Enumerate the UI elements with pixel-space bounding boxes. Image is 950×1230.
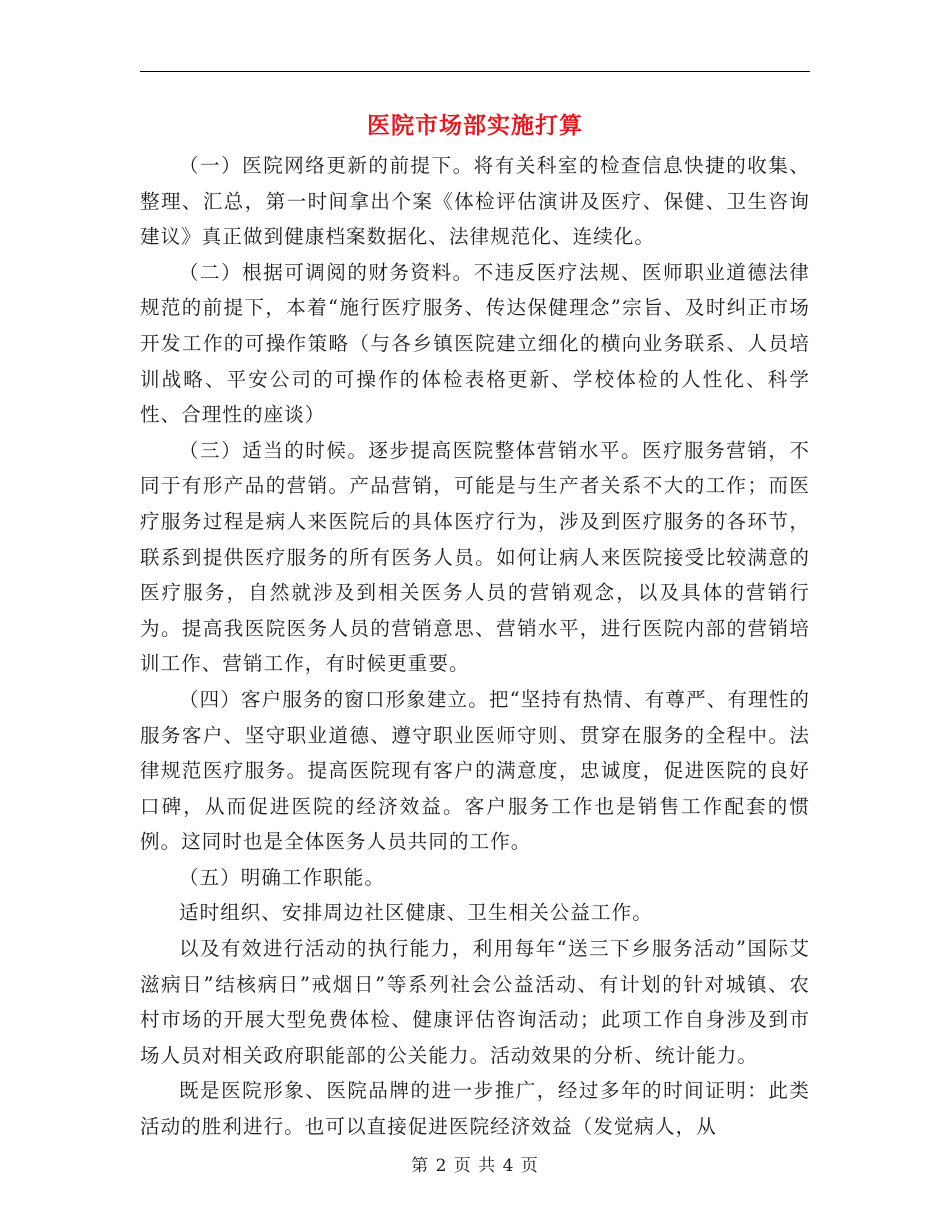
header-rule xyxy=(140,71,810,72)
paragraph-4: （四）客户服务的窗口形象建立。把“坚持有热情、有尊严、有理性的服务客户、坚守职业道德、遵守职业医师守则、贯穿在服务的全程中。法律规范医疗服务。提高医院现有客户的满意度，忠诚度，促进医院的良好口碑，从而促进医院的经济效益。客户服务工作也是销售工作配套的惯例。这同时也是全体医务人员共同的工作。 xyxy=(140,687,810,854)
paragraph-5: （五）明确工作职能。 xyxy=(179,865,386,889)
paragraph-1: （一）医院网络更新的前提下。将有关科室的检查信息快捷的收集、整理、汇总，第一时间拿出个案《体检评估演讲及医疗、保健、卫生咨询建议》真正做到健康档案数据化、法律规范化、连续化。 xyxy=(140,154,810,249)
paragraph-6: 适时组织、安排周边社区健康、卫生相关公益工作。 xyxy=(179,901,653,925)
document-title: 医院市场部实施打算 xyxy=(367,112,583,139)
paragraph-8: 既是医院形象、医院品牌的进一步推广，经过多年的时间证明：此类活动的胜利进行。也可以直接促进医院经济效益（发觉病人，从 xyxy=(140,1079,810,1139)
paragraph-2: （二）根据可调阅的财务资料。不违反医疗法规、医师职业道德法律规范的前提下，本着“施行医疗服务、传达保健理念”宗旨、及时纠正市场开发工作的可操作策略（与各乡镇医院建立细化的横向业务联系、人员培训战略、平安公司的可操作的体检表格更新、学校体检的人性化、科学性、合理性的座谈） xyxy=(140,260,810,427)
paragraph-3: （三）适当的时候。逐步提高医院整体营销水平。医疗服务营销，不同于有形产品的营销。产品营销，可能是与生产者关系不大的工作；而医疗服务过程是病人来医院后的具体医疗行为，涉及到医疗服务的各环节，联系到提供医疗服务的所有医务人员。如何让病人来医院接受比较满意的医疗服务，自然就涉及到相关医务人员的营销观念，以及具体的营销行为。提高我医院医务人员的营销意思、营销水平，进行医院内部的营销培训工作、营销工作，有时候更重要。 xyxy=(140,438,810,676)
page-footer: 第 2 页 共 4 页 xyxy=(411,1156,539,1176)
paragraph-7: 以及有效进行活动的执行能力，利用每年“送三下乡服务活动”国际艾滋病日”结核病日”戒烟日”等系列社会公益活动、有计划的针对城镇、农村市场的开展大型免费体检、健康评估咨询活动；此项工作自身涉及到市场人员对相关政府职能部的公关能力。活动效果的分析、统计能力。 xyxy=(140,937,810,1067)
document-body xyxy=(140,148,810,1145)
